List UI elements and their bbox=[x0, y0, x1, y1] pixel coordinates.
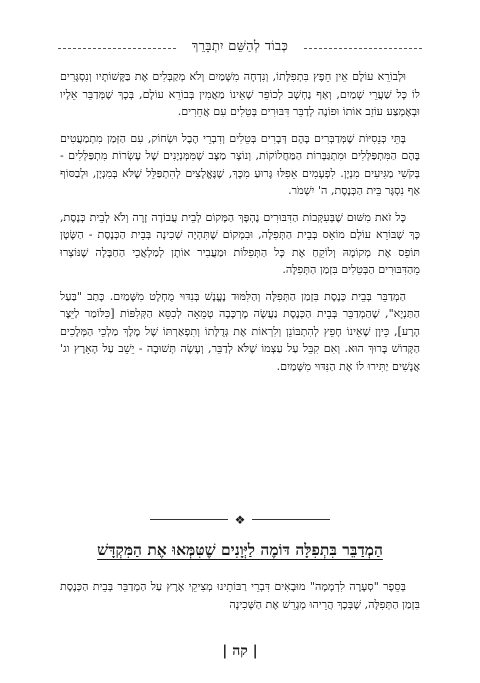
divider-line bbox=[150, 519, 228, 520]
page-number: | קה | bbox=[222, 643, 258, 659]
paragraph: וּלְבוֹרֵא עוֹלָם אֵין חֵפֶץ בִּתְפִלָּתוֹ, וְנִדְחָה מִשָּׁמַיִם וְלֹא מְקַבְּלִים אֶת בַּקָּשׁוֹתָיו וְנִסְגָּרִים לוֹ כָּל שַׁעֲרֵי שָׁמַיִם, וְאַף נֶחְשָׁב לְכוֹפֵר שֶׁאֵינוֹ מַאֲמִין בְּבוֹרֵא עוֹלָם, בְּכָךְ שֶׁמְּדַבֵּר אֵלָיו וּבְאֶמְצַע עוֹזֵב אוֹתוֹ וּפוֹנֶה לְדַבֵּר דִּבּוּרִים בְּטֵלִים עִם אֲחֵרִים. bbox=[60, 70, 420, 118]
header-rule-left bbox=[58, 48, 176, 49]
section-divider bbox=[150, 513, 330, 527]
running-header bbox=[58, 38, 422, 58]
paragraph: כָּל זֹאת מִשּׁוּם שֶׁבְּעִקְּבוֹת הַדִּבּוּרִים נֶהְפָּךְ הַמָּקוֹם לְבֵית עֲבוֹדָה זָרָה וְלֹא לְבֵית כְּנֶסֶת, כָּךְ שֶׁבּוֹרֵא עוֹלָם מוֹאֵס בְּבֵית הַתְּפִלָּה, וּבִמְקוֹם שֶׁתִּהְיֶה שְׁכִינָה בְּבֵית הַכְּנֶסֶת - הַשָּׂטָן תּוֹפֵס אֶת מְקוֹמָהּ וְלוֹקֵחַ אֶת כָּל הַתְּפִלּוֹת וּמַעֲבִיר אוֹתָן לְמַלְאֲכֵי הַחַבָּלָה שֶׁנּוֹצְרוּ מֵהַדִּבּוּרִים הַבְּטֵלִים בִּזְמַן הַתְּפִלָּה. bbox=[60, 210, 420, 276]
paragraph: בְּסֵפֶר "סְעָרָה לִדְמָמָה" מוּבָאִים דִּבְרֵי רַבּוֹתֵינוּ מְצִיקֵי אֶרֶץ עַל הַמְדַבֵּר בְּבֵית הַכְּנֶסֶת בִּזְמַן הַתְּפִלָּה, שֶׁבְּכָךְ הֲרֵיהוּ מְגָרֵשׁ אֶת הַשְּׁכִינָה bbox=[60, 580, 420, 611]
section-heading: הַמְדַבֵּר בִּתְפִלָּה דּוֹמֶה לַיְּוָנִים שֶׁטִּמְּאוּ אֶת הַמִּקְדָּשׁ bbox=[97, 540, 383, 559]
divider-ornament-icon: ❖ bbox=[234, 513, 246, 527]
paragraph: בָּתֵּי כְּנֵסִיּוֹת שֶׁמְּדַבְּרִים בָּהֶם דְּבָרִים בְּטֵלִים וְדִבְרֵי הֶבֶל וּשְׂחוֹק, עִם הַזְּמַן מִתְמַעֲטִים בָּהֶם הַמִּתְפַּלְּלִים וּמִתְגַּבְּרוֹת הַמַּחֲלוֹקוֹת, וְנוֹצָר מַצָּב שֶׁמִּמְּנְיָנִים שֶׁל עֶשְׂרוֹת מִתְפַּלְּלִים - בְּקֹשִׁי מַגִּיעִים מִנְיָן. לִפְעָמִים אֵפִלּוּ גָּרוּעַ מִכָּךְ, שֶׁנֶּאֱלָצִים לְהִתְפַּלֵּל שֶׁלֹּא בְּמִנְיָן, וּלְבַסּוֹף אַף נִסְגָּר בֵּית הַכְּנֶסֶת, ה' יִשְׁמֹר. bbox=[60, 131, 420, 197]
divider-line bbox=[252, 519, 330, 520]
paragraph: הַמְדַבֵּר בְּבֵית כְּנֶסֶת בִּזְמַן הַתְּפִלָּה וְהַלִּמּוּד נֶעֱנָשׁ בְּנִדּוּי מֻחְלָט מִשָּׁמַיִם. כָּתַב "בַּעַל הַתַּנְיָא", שֶׁהַמְדַבֵּר בְּבֵית הַכְּנֶסֶת נַעֲשָׂה מֶרְכָּבָה טְמֵאָה לְכִסֵּא הַקְּלִפּוֹת [כִּלּוֹמַר לַיֵּצֶר הָרָע], כֵּיוָן שֶׁאֵינוֹ חָפֵץ לְהִתְבּוֹנֵן וְלִרְאוֹת אֶת גְּדֻלָּתוֹ וְתִפְאַרְתּוֹ שֶׁל מֶלֶךְ מַלְכֵי הַמְּלָכִים הַקָּדוֹשׁ בָּרוּךְ הוּא. וְאִם קִבֵּל עַל עַצְמוֹ שֶׁלֹּא לְדַבֵּר, וְעָשָׂה תְּשׁוּבָה - יֵשֵׁב עַל הָאָרֶץ וג' אֲנָשִׁים יַתִּירוּ לוֹ אֶת הַנִּדּוּי מִשָּׁמַיִם. bbox=[60, 289, 420, 373]
running-header-title: כְּבוֹד לְהַשֵּׁם יִתְבָּרֵךְ bbox=[191, 39, 289, 54]
main-text bbox=[60, 68, 420, 384]
section-text bbox=[60, 578, 420, 613]
